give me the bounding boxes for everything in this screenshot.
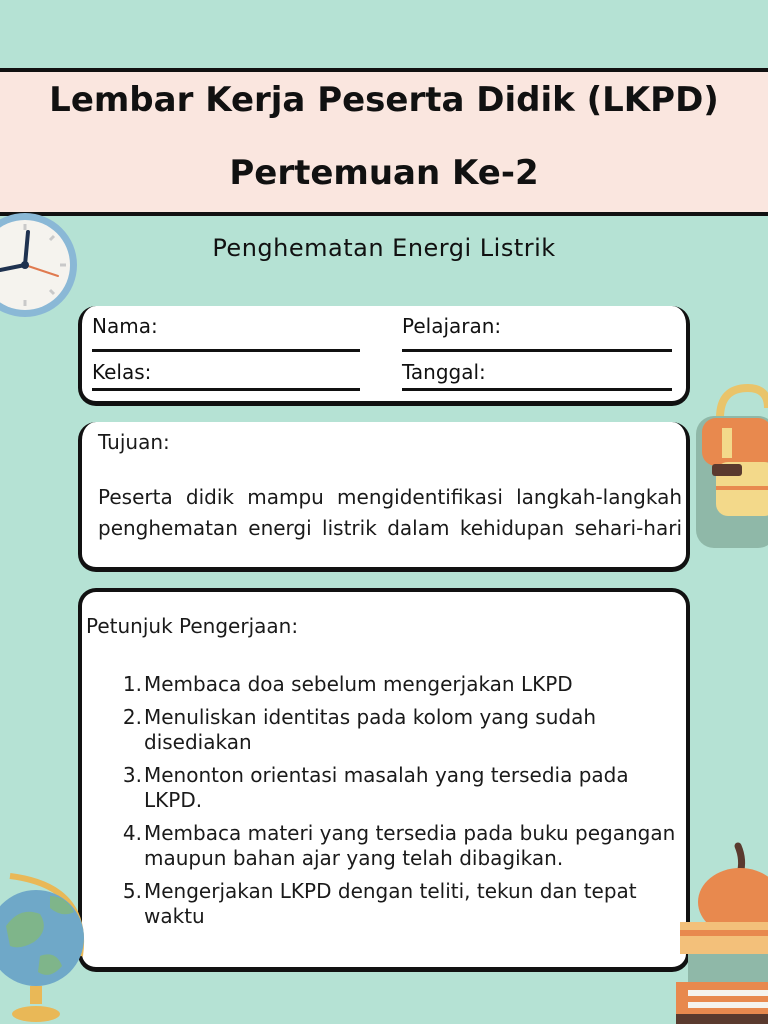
subtitle: Penghematan Energi Listrik (212, 234, 556, 262)
subject-field[interactable] (402, 349, 672, 352)
class-field[interactable] (92, 388, 360, 391)
name-field[interactable] (92, 349, 360, 352)
goal-label: Tujuan: (98, 430, 170, 454)
instructions-list (118, 672, 678, 937)
list-item: 3. Menonton orientasi masalah yang tersedia pada LKPD. (122, 763, 629, 812)
date-field[interactable] (402, 388, 672, 391)
subject-label: Pelajaran: (402, 314, 502, 338)
list-item: 1. Membaca doa sebelum mengerjakan LKPD (122, 672, 573, 696)
clock-icon (0, 210, 80, 320)
meeting-title: Pertemuan Ke-2 (229, 153, 539, 193)
date-label: Tanggal: (402, 360, 486, 384)
instructions-label: Petunjuk Pengerjaan: (86, 614, 299, 638)
instructions-card (78, 588, 690, 972)
goal-text: Peserta didik mampu mengidentifikasi langkah-langkah penghematan energi listrik dalam kehidupan sehari-hari (98, 485, 682, 540)
list-item: 2. Menuliskan identitas pada kolom yang sudah disediakan (122, 705, 597, 754)
list-item: 4. Membaca materi yang tersedia pada buku pegangan maupun bahan ajar yang telah dibagikan. (122, 821, 676, 870)
page-title: Lembar Kerja Peserta Didik (LKPD) (49, 80, 719, 120)
list-item: 5. Mengerjakan LKPD dengan teliti, tekun dan tepat waktu (122, 879, 637, 928)
name-label: Nama: (92, 314, 158, 338)
identity-card (78, 306, 690, 406)
backpack-icon (692, 378, 768, 550)
goal-card (78, 422, 690, 572)
apple-books-icon (674, 840, 768, 1024)
globe-icon (0, 866, 90, 1024)
class-label: Kelas: (92, 360, 152, 384)
